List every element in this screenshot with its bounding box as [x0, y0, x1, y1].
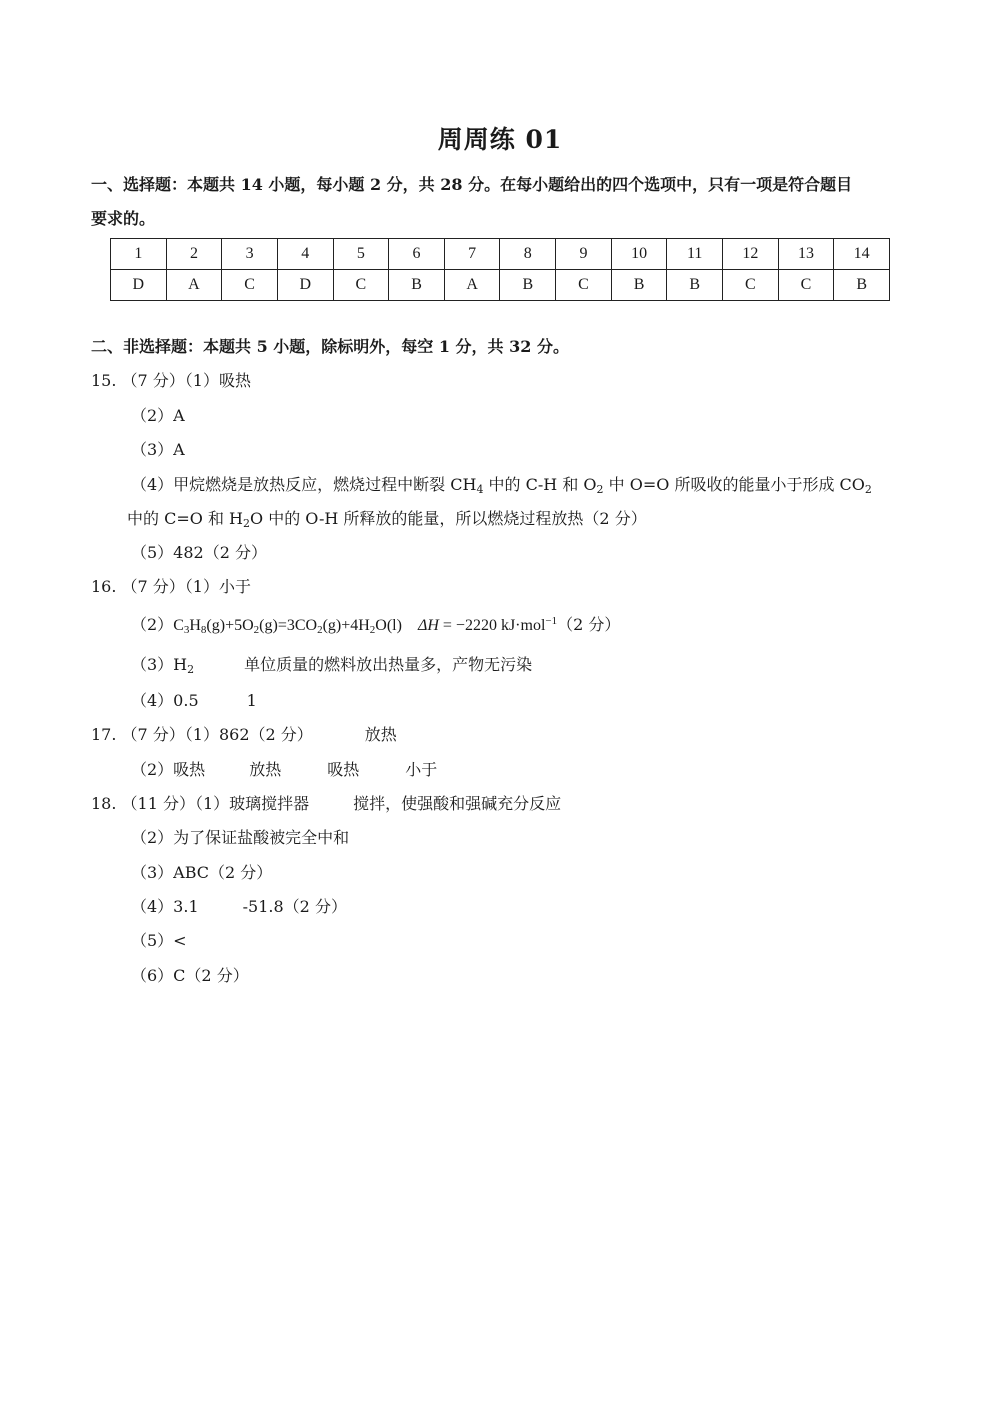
q17-sub2: [131, 758, 437, 782]
text-span: （2 分）: [557, 615, 621, 634]
text-span: 中 O=O 所吸收的能量小于形成 CO: [603, 475, 865, 494]
subscript: 2: [187, 663, 195, 676]
subscript: 4: [476, 483, 484, 496]
table-cell: C: [778, 270, 834, 301]
table-cell: 1: [111, 239, 167, 270]
text-span: = −2220 kJ·mol: [438, 617, 546, 634]
table-cell: D: [277, 270, 333, 301]
q16-line1: 16. （7 分）（1）小于: [91, 577, 251, 596]
text-span: 放热: [364, 725, 397, 744]
table-cell: 2: [166, 239, 222, 270]
superscript: −1: [545, 615, 558, 627]
table-cell: 8: [500, 239, 556, 270]
text-span: （3）H: [131, 655, 188, 674]
text-span: （4）3.1: [131, 897, 199, 916]
table-cell: B: [500, 270, 556, 301]
table-cell: B: [834, 270, 890, 301]
q16-sub4: [131, 689, 257, 713]
table-cell: 4: [277, 239, 333, 270]
table-cell: 12: [723, 239, 779, 270]
text-span: 搅拌，使强酸和强碱充分反应: [353, 794, 562, 813]
text-span: （4）0.5: [131, 691, 199, 710]
q18-sub2: （2）为了保证盐酸被完全中和: [131, 828, 350, 847]
table-cell: C: [333, 270, 389, 301]
text-span: -51.8（2 分）: [242, 897, 347, 916]
text-span: 17. （7 分）（1）862（2 分）: [91, 725, 313, 744]
table-cell: B: [389, 270, 445, 301]
table-cell: C: [723, 270, 779, 301]
q15-sub2: （2）A: [131, 406, 185, 425]
subscript: 2: [242, 517, 250, 530]
text-span: 放热: [249, 760, 282, 779]
table-cell: A: [444, 270, 500, 301]
subscript: 2: [596, 483, 604, 496]
text-span: （2）吸热: [131, 760, 206, 779]
table-cell: 11: [667, 239, 723, 270]
q15-sub3: （3）A: [131, 440, 185, 459]
subscript: 2: [317, 624, 323, 636]
q18-sub5: （5）<: [131, 931, 187, 950]
table-cell: 13: [778, 239, 834, 270]
section1-heading-line1: 一、选择题：本题共 14 小题，每小题 2 分，共 28 分。在每小题给出的四个选项中，只有一项是符合题目: [91, 175, 853, 194]
answer-table-number-row: [111, 239, 890, 270]
q15-sub4-line2: [127, 507, 647, 531]
subscript: 2: [253, 624, 260, 636]
q18-sub4: [131, 895, 347, 919]
table-cell: C: [222, 270, 278, 301]
text-span: O(l): [375, 617, 402, 634]
text-span: H: [189, 617, 201, 634]
subscript: 3: [183, 624, 190, 636]
q16-sub2: [131, 613, 620, 638]
table-cell: A: [166, 270, 222, 301]
subscript: 2: [369, 624, 376, 636]
page-title: 周周练 01: [437, 125, 563, 154]
delta-h-symbol: ΔH: [417, 617, 439, 634]
table-cell: 7: [444, 239, 500, 270]
q16-sub3: [131, 653, 532, 677]
text-span: O 中的 O-H 所释放的能量，所以燃烧过程放热（2 分）: [249, 509, 647, 528]
table-cell: 6: [389, 239, 445, 270]
table-cell: 10: [611, 239, 667, 270]
section1-heading-line2: 要求的。: [91, 209, 156, 228]
subscript: 2: [864, 483, 872, 496]
text-span: (g)+4H: [322, 617, 370, 634]
table-cell: 3: [222, 239, 278, 270]
text-span: 吸热: [327, 760, 360, 779]
thermochemical-equation: [173, 617, 557, 634]
text-span: 18. （11 分）（1）玻璃搅拌器: [91, 794, 310, 813]
q15-sub5: （5）482（2 分）: [131, 543, 267, 562]
text-span: (g)=3CO: [259, 617, 318, 634]
text-span: (g)+5O: [206, 617, 254, 634]
q18-sub3: （3）ABC（2 分）: [131, 863, 273, 882]
text-span: 中的 C-H 和 O: [483, 475, 597, 494]
table-cell: C: [556, 270, 612, 301]
q15-sub4-line1: [131, 473, 872, 497]
table-cell: B: [611, 270, 667, 301]
answer-table: [110, 238, 890, 301]
q15-line1: 15. （7 分）（1）吸热: [91, 371, 251, 390]
table-cell: B: [667, 270, 723, 301]
text-span: 1: [246, 691, 257, 710]
text-span: 中的 C=O 和 H: [127, 509, 243, 528]
answer-table-answer-row: [111, 270, 890, 301]
text-span: 单位质量的燃料放出热量多，产物无污染: [244, 655, 533, 674]
table-cell: D: [111, 270, 167, 301]
subscript: 8: [200, 624, 207, 636]
section2-heading: 二、非选择题：本题共 5 小题，除标明外，每空 1 分，共 32 分。: [91, 337, 569, 356]
table-cell: 14: [834, 239, 890, 270]
q18-line1: [91, 792, 561, 816]
table-cell: 9: [556, 239, 612, 270]
q17-line1: [91, 723, 397, 747]
text-span: （2）: [131, 615, 174, 634]
q18-sub6: （6）C（2 分）: [131, 966, 249, 985]
text-span: C: [173, 617, 184, 634]
text-span: （4）甲烷燃烧是放热反应，燃烧过程中断裂 CH: [131, 475, 477, 494]
text-span: 小于: [405, 760, 438, 779]
table-cell: 5: [333, 239, 389, 270]
